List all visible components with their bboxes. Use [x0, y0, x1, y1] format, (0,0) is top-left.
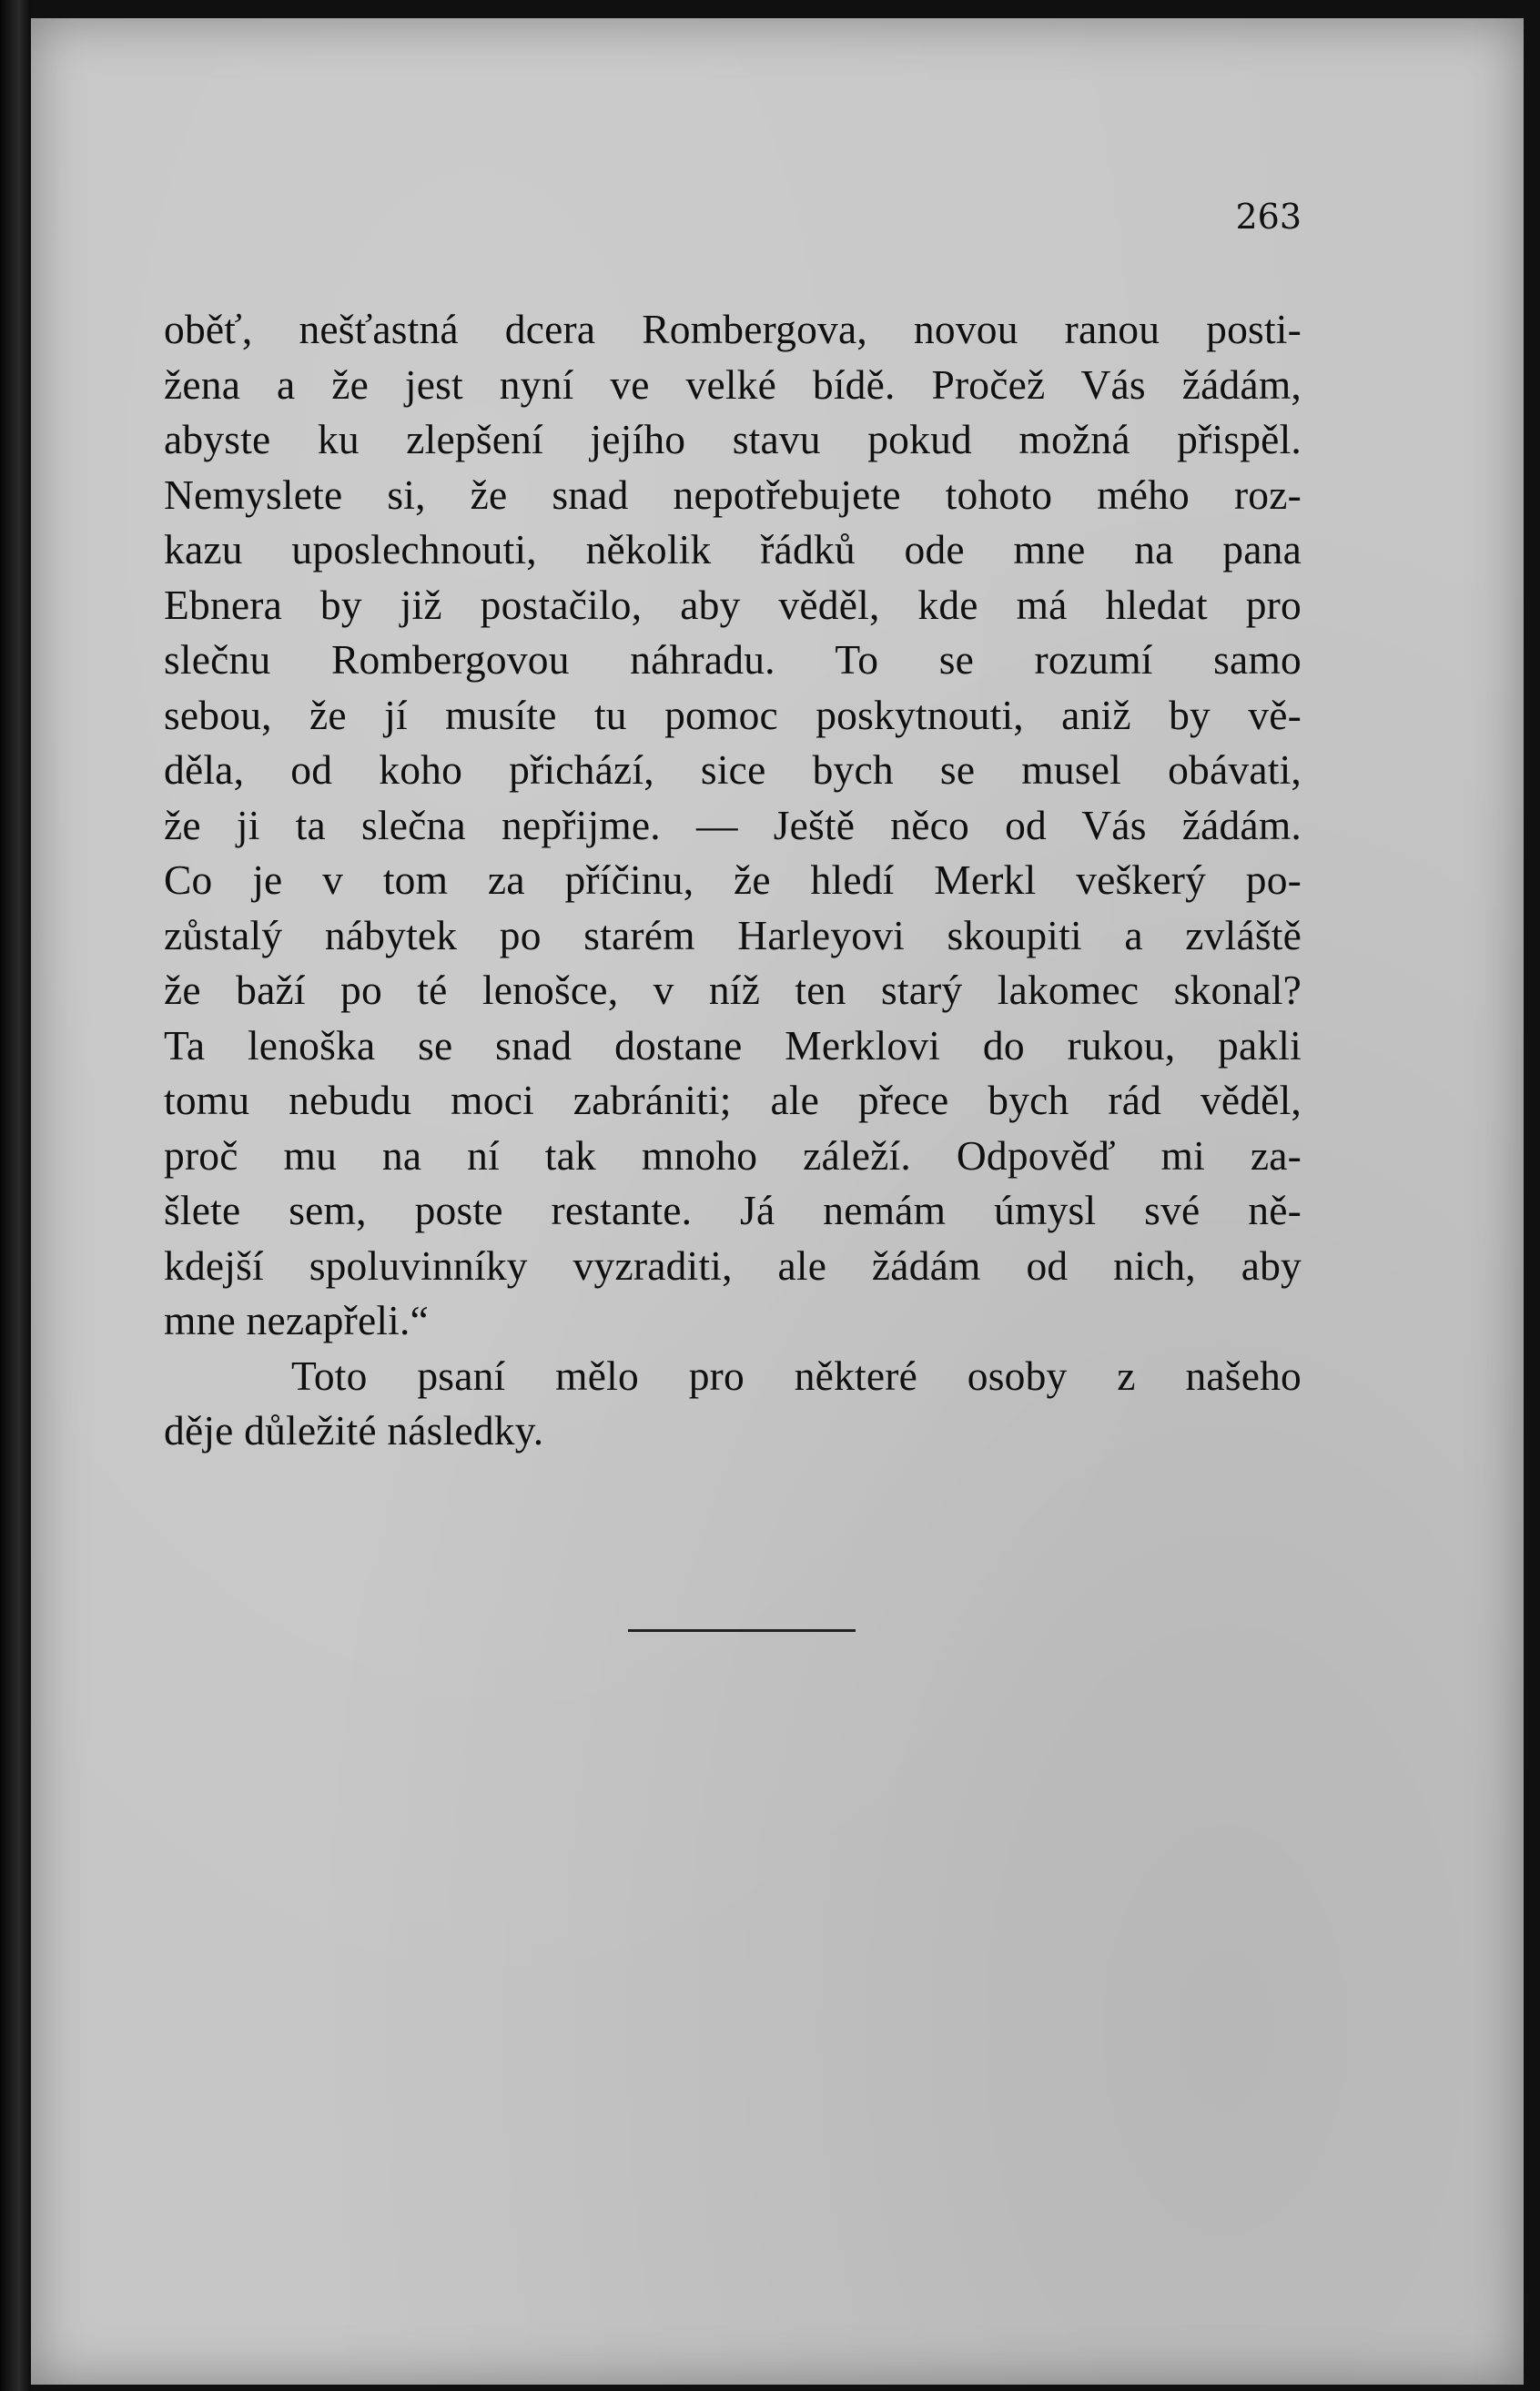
text-line: děla, od koho přichází, sice bych se musel obávati, [164, 746, 1302, 793]
text-line: Co je v tom za příčinu, že hledí Merkl veškerý po- [164, 856, 1302, 903]
paragraph-start-line: Toto psaní mělo pro některé osoby z našeho [291, 1352, 1302, 1399]
text-line: zůstalý nábytek po starém Harleyovi skoupiti a zvláště [164, 911, 1302, 958]
text-line: slečnu Rombergovou náhradu. To se rozumí samo [164, 636, 1302, 683]
text-line: kazu uposlechnouti, několik řádků ode mne na pana [164, 526, 1302, 572]
page-number: 263 [1235, 197, 1302, 237]
text-line: oběť, nešťastná dcera Rombergova, novou ranou posti- [164, 306, 1302, 352]
text-line: abyste ku zlepšení jejího stavu pokud možná přispěl. [164, 416, 1302, 462]
text-line: šlete sem, poste restante. Já nemám úmysl své ně- [164, 1187, 1302, 1233]
text-line: Nemyslete si, že snad nepotřebujete tohoto mého roz- [164, 471, 1302, 518]
paragraph-end-line: mne nezapřeli.“ [164, 1297, 429, 1343]
text-line: žena a že jest nyní ve velké bídě. Pročež Vás žádám, [164, 360, 1302, 408]
text-line: že baží po té lenošce, v níž ten starý lakomec skonal? [164, 967, 1302, 1013]
text-line: Ebnera by již postačilo, aby věděl, kde má hledat pro [164, 581, 1302, 628]
paragraph-end-line: děje důležité následky. [164, 1407, 544, 1454]
book-binding-edge [0, 0, 31, 2391]
chapter-end-rule [628, 1629, 856, 1632]
text-line: tomu nebudu moci zabrániti; ale přece bych rád věděl, [164, 1077, 1302, 1123]
body-text [164, 302, 1302, 1459]
text-line: že ji ta slečna nepřijme. — Ještě něco od Vás žádám. [164, 801, 1302, 848]
text-line: sebou, že jí musíte tu pomoc poskytnouti, aniž by vě- [164, 691, 1302, 738]
text-line: proč mu na ní tak mnoho záleží. Odpověď mi za- [164, 1131, 1302, 1179]
text-line: Ta lenoška se snad dostane Merklovi do rukou, pakli [164, 1021, 1302, 1069]
text-line: kdejší spoluvinníky vyzraditi, ale žádám od nich, aby [164, 1241, 1302, 1289]
